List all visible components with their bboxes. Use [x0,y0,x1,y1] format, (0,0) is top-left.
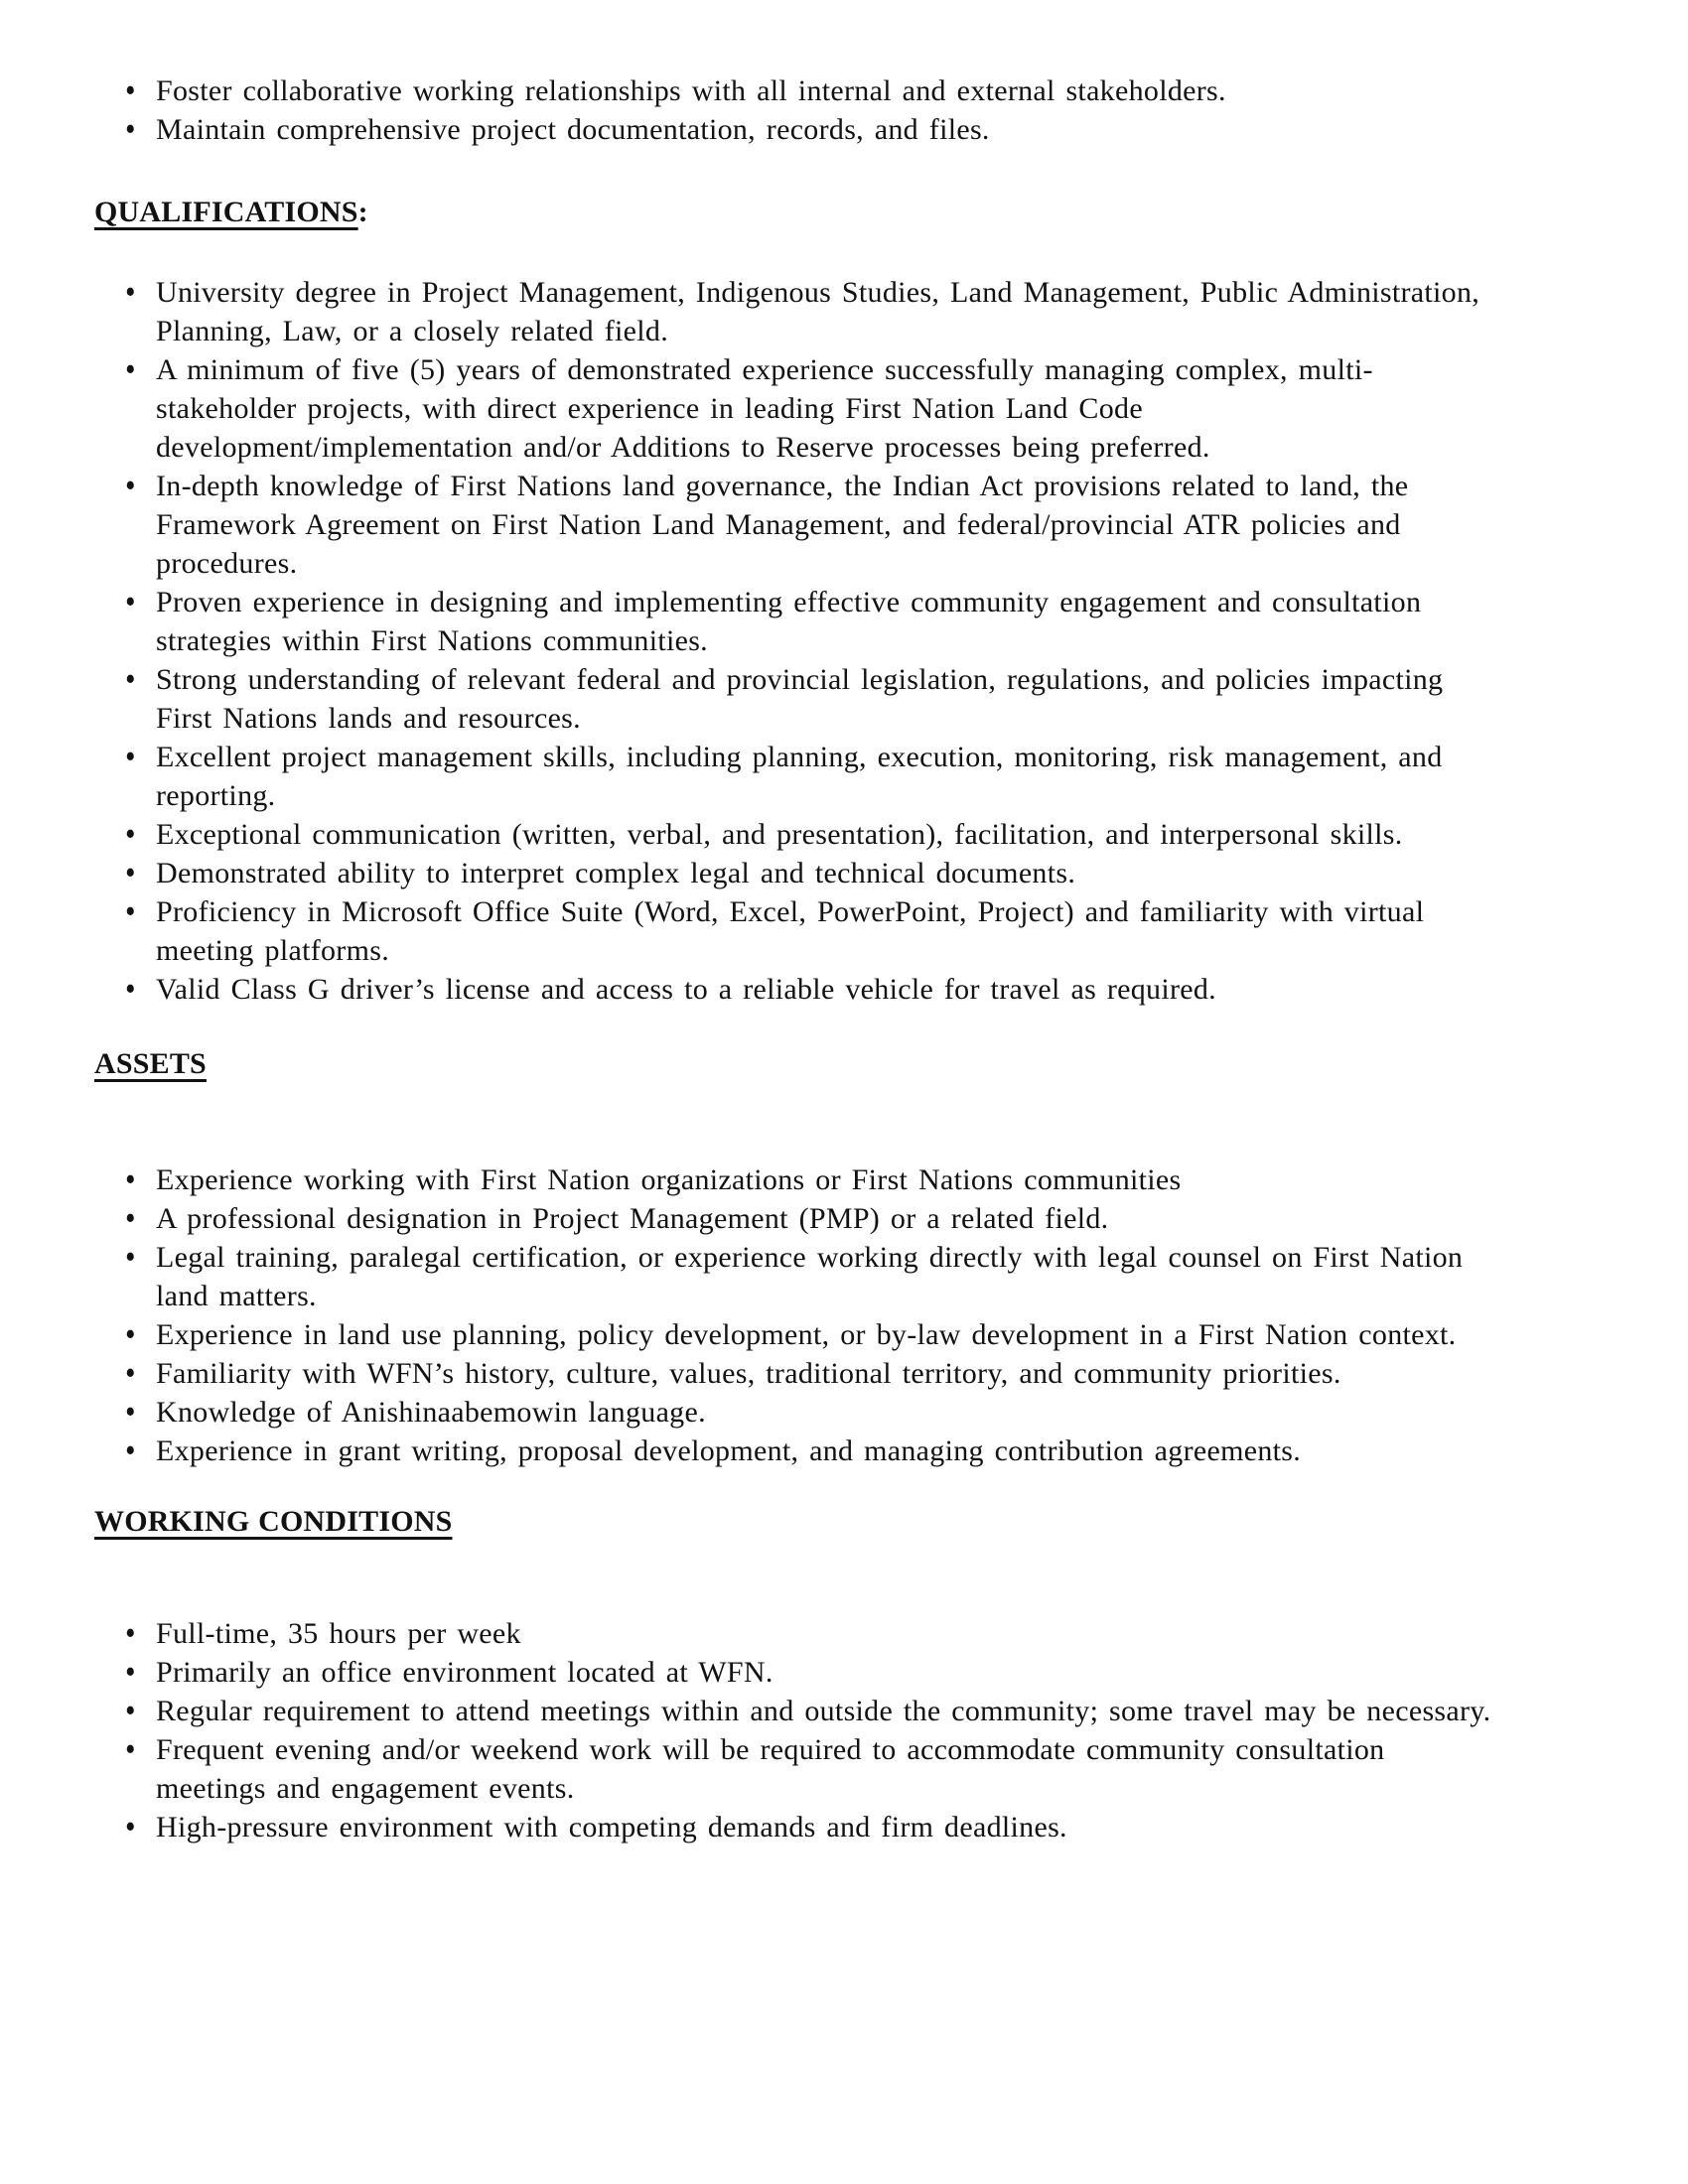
bullet-marker: • [125,970,136,1009]
bullet-text: Frequent evening and/or weekend work will be required to accommodate community consultation meetings and engagement events. [156,1733,1385,1805]
bullet-item [94,110,1496,149]
bullet-item [94,1692,1496,1730]
bullet-item [94,660,1496,738]
bullet-text: Proficiency in Microsoft Office Suite (Word, Excel, PowerPoint, Project) and familiarity with virtual meeting platforms. [156,895,1425,967]
section-heading-suffix: : [357,196,368,228]
bullet-marker: • [125,1432,136,1470]
intro-bullet-list [94,71,1496,149]
bullet-item [94,1354,1496,1393]
bullet-marker: • [125,110,136,149]
bullet-text: University degree in Project Management, Indigenous Studies, Land Management, Public Administration, Planning, Law, or a closely related field. [156,276,1480,347]
bullet-marker: • [125,583,136,621]
bullet-marker: • [125,1808,136,1846]
section-heading-working-conditions [94,1502,1496,1541]
bullet-marker: • [125,1730,136,1769]
bullet-marker: • [125,1614,136,1653]
bullet-text: Legal training, paralegal certification, or experience working directly with legal counsel on First Nation land matters. [156,1241,1464,1312]
bullet-item [94,738,1496,815]
bullet-marker: • [125,892,136,931]
bullet-text: Familiarity with WFN’s history, culture, values, traditional territory, and community priorities. [156,1357,1341,1390]
bullet-text: High-pressure environment with competing demands and firm deadlines. [156,1811,1067,1843]
bullet-item [94,1199,1496,1238]
section-heading-qualifications [94,193,1496,231]
bullet-text: Excellent project management skills, including planning, execution, monitoring, risk management, and reporting. [156,741,1443,812]
bullet-marker: • [125,467,136,505]
bullet-marker: • [125,854,136,892]
bullet-item [94,467,1496,583]
bullet-item [94,1432,1496,1470]
bullet-item [94,1315,1496,1354]
bullet-item [94,71,1496,110]
bullet-text: A minimum of five (5) years of demonstrated experience successfully managing complex, multi-stakeholder projects, with direct experience in leading First Nation Land Code development/implementation and/or Additions to Reserve processes being preferred. [156,353,1373,464]
bullet-item [94,1653,1496,1692]
bullet-text: Maintain comprehensive project documentation, records, and files. [156,113,990,146]
bullet-item [94,1730,1496,1808]
section-heading-assets [94,1044,1496,1083]
bullet-item [94,1238,1496,1315]
bullet-item [94,1614,1496,1653]
bullet-text: Experience in grant writing, proposal development, and managing contribution agreements. [156,1434,1302,1467]
bullet-marker: • [125,71,136,110]
bullet-marker: • [125,273,136,312]
bullet-marker: • [125,1354,136,1393]
bullet-item [94,1393,1496,1432]
bullet-text: Full-time, 35 hours per week [156,1617,521,1650]
bullet-marker: • [125,1692,136,1730]
working-conditions-bullet-list [94,1614,1496,1846]
bullet-text: Demonstrated ability to interpret complex legal and technical documents. [156,857,1076,889]
bullet-item [94,970,1496,1009]
bullet-text: Valid Class G driver’s license and access to a reliable vehicle for travel as required. [156,973,1216,1006]
section-heading-text: WORKING CONDITIONS [94,1505,453,1538]
bullet-item [94,1160,1496,1199]
bullet-text: A professional designation in Project Management (PMP) or a related field. [156,1202,1109,1235]
bullet-marker: • [125,1393,136,1432]
bullet-marker: • [125,738,136,776]
bullet-marker: • [125,1160,136,1199]
bullet-marker: • [125,815,136,854]
bullet-text: Knowledge of Anishinaabemowin language. [156,1396,706,1429]
bullet-text: Experience in land use planning, policy development, or by-law development in a First Nation context. [156,1318,1457,1351]
bullet-marker: • [125,1238,136,1277]
bullet-text: Exceptional communication (written, verbal, and presentation), facilitation, and interpersonal skills. [156,818,1403,851]
bullet-item [94,350,1496,467]
bullet-marker: • [125,1653,136,1692]
bullet-text: Proven experience in designing and implementing effective community engagement and consultation strategies within First Nations communities. [156,586,1422,657]
bullet-marker: • [125,1199,136,1238]
section-heading-text: ASSETS [94,1047,207,1080]
bullet-item [94,273,1496,350]
bullet-text: Primarily an office environment located at WFN. [156,1656,774,1689]
bullet-text: Experience working with First Nation organizations or First Nations communities [156,1163,1182,1196]
bullet-item [94,583,1496,660]
bullet-text: Strong understanding of relevant federal and provincial legislation, regulations, and policies impacting First Nations lands and resources. [156,663,1444,735]
bullet-text: Regular requirement to attend meetings within and outside the community; some travel may be necessary. [156,1695,1491,1727]
bullet-item [94,815,1496,854]
section-heading-text: QUALIFICATIONS [94,196,358,228]
bullet-item [94,1808,1496,1846]
bullet-marker: • [125,660,136,699]
bullet-marker: • [125,350,136,389]
bullet-item [94,854,1496,892]
bullet-marker: • [125,1315,136,1354]
qualifications-bullet-list [94,273,1496,1009]
assets-bullet-list [94,1160,1496,1470]
bullet-text: In-depth knowledge of First Nations land governance, the Indian Act provisions related to land, the Framework Agreement on First Nation Land Management, and federal/provincial ATR policies and procedures. [156,470,1409,580]
bullet-text: Foster collaborative working relationships with all internal and external stakeholders. [156,74,1226,107]
bullet-item [94,892,1496,970]
